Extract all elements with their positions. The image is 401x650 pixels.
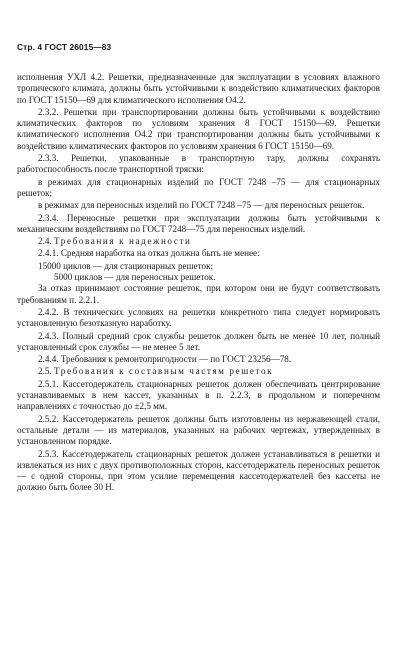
paragraph-2-4-2: 2.4.2. В технических условиях на решетки конкретного типа следует нормировать установленную безотказную наработку.	[17, 306, 380, 329]
paragraph-2-5-1: 2.5.1. Кассетодержатель стационарных решеток должен обеспечивать центрирование устанавливаемых в нем кассет, указанных в п. 2.2.3, в продольном и поперечном направлениях с точностью до ±2,5 мм.	[17, 378, 380, 412]
section-title: Требования к составным частям решеток	[53, 366, 274, 377]
document-body	[17, 72, 380, 495]
paragraph-mode-portable: в режимах для переносных изделий по ГОСТ 7248 –75 — для переносных решеток.	[38, 200, 365, 211]
paragraph-2-3-3: 2.3.3. Решетки, упакованные в транспортную тару, должны сохранять работоспособность после транспортной тряски:	[17, 153, 380, 175]
cycles-portable: 5000 циклов — для переносных решеток.	[54, 272, 216, 283]
section-number: 2.4.	[38, 236, 52, 247]
page-header: Стр. 4 ГОСТ 26015—83	[17, 42, 112, 52]
paragraph-continuation: исполнения УХЛ 4.2. Решетки, предназначенные для эксплуатации в условиях влажного тропического климата, должны быть устойчивыми к воздействию климатических факторов по ГОСТ 15150—69 для климатического исполнения О4.2.	[17, 72, 380, 105]
paragraph-2-4-4: 2.4.4. Требования к ремонтопригодности — по ГОСТ 23256—78.	[38, 354, 292, 365]
paragraph-2-4-3: 2.4.3. Полный средний срок службы решеток должен быть не менее 10 лет, полный установленный срок службы — не менее 5 лет.	[17, 330, 380, 352]
section-2-5-heading	[17, 366, 380, 377]
paragraph-mode-stationary: в режимах для стационарных изделий по ГОСТ 7248 –75 — для стационарных решеток;	[17, 176, 380, 198]
paragraph-2-5-3: 2.5.3. Кассетодержатель стационарных решеток должен устанавливаться в решетки и извлекаться из них с двух противоположных сторон, кассетодержатель переносных решеток — с одной стороны, при этом усилие перемещения кассетодержателей без кассеты не должно быть более 30 Н.	[17, 448, 380, 493]
paragraph-2-4-1: 2.4.1. Средняя наработка на отказ должна быть не менее:	[38, 248, 260, 259]
paragraph-2-3-2: 2.3.2. Решетки при транспортировании должны быть устойчивыми к воздействию климатических факторов по условиям хранения 8 ГОСТ 15150—69. Решетки климатического исполнения О4.2 при транспортировании должны быть устойчивыми к воздействию климатических факторов по условиям хранения 6 ГОСТ 15150—69.	[17, 106, 380, 151]
paragraph-2-3-4: 2.3.4. Переносные решетки при эксплуатации должны быть устойчивыми к механическим воздействиям по ГОСТ 7248—75 для переносных изделий.	[17, 212, 380, 234]
cycles-stationary: 15000 циклов — для стационарных решеток;	[38, 260, 214, 271]
section-number: 2.5.	[38, 366, 52, 377]
section-2-4-heading	[17, 236, 380, 247]
paragraph-failure-definition: За отказ принимают состояние решеток, при котором они не будут соответствовать требованиям п. 2.2.1.	[17, 283, 380, 305]
paragraph-2-5-2: 2.5.2. Кассетодержатель решеток должны быть изготовлены из нержавеющей стали, остальные детали — из материалов, указанных на рабочих чертежах, утвержденных в установленном порядке.	[17, 413, 380, 447]
section-title: Требования к надежности	[53, 236, 192, 247]
